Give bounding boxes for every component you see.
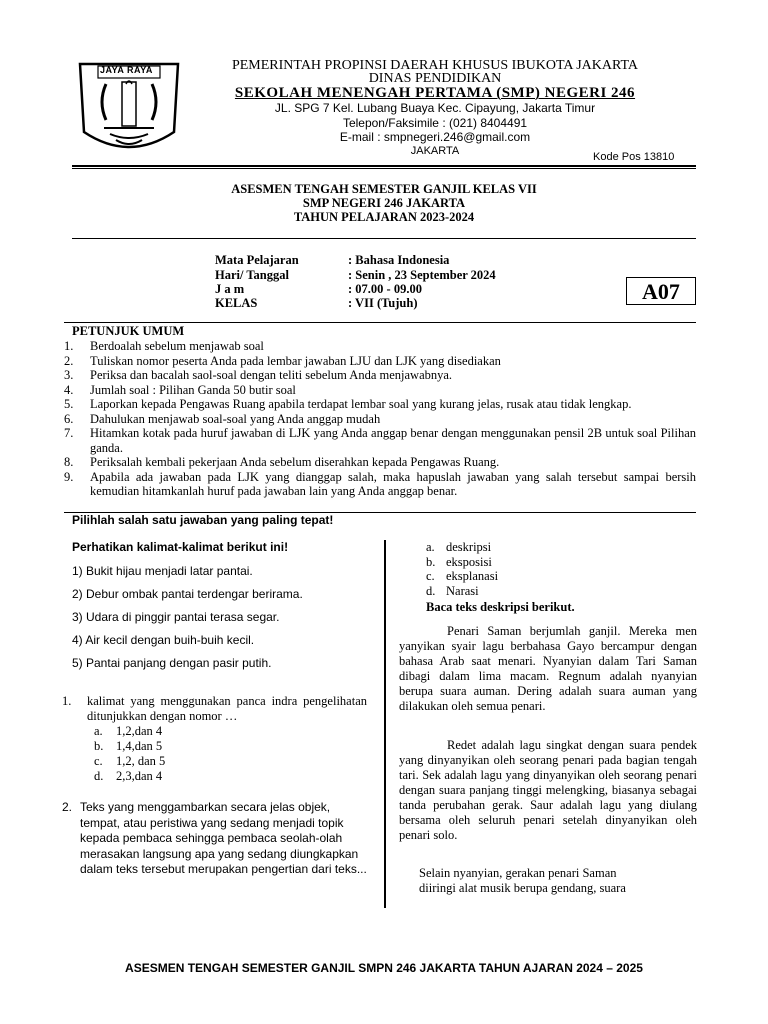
title-divider <box>72 238 696 239</box>
reading-paragraph-1: Penari Saman berjumlah ganjil. Mereka men yanyikan syair lagu berbahasa Gayo bercampur dengan bahasa Arab saat menari. Nyanyian dalam Tari Saman dibagi dalam lima macam. Regnum adalah nyanyian berupa suara auman. Dering adalah suara auman yang dilakukan oleh semua penari. <box>399 624 697 713</box>
sentence-item: 4) Air kecil dengan buih-buih kecil. <box>72 633 255 647</box>
option: b. eksposisi <box>426 555 492 569</box>
info-row <box>215 296 417 311</box>
info-value: : VII (Tujuh) <box>348 296 418 310</box>
petunjuk-item: 3. Periksa dan bacalah saol-soal dengan teliti sebelum Anda menjawabnya. <box>64 368 453 382</box>
sentence-item: 5) Pantai panjang dengan pasir putih. <box>72 656 272 670</box>
exam-code-box: A07 <box>626 277 696 305</box>
petunjuk-heading: PETUNJUK UMUM <box>72 324 185 338</box>
petunjuk-item: 4. Jumlah soal : Pilihan Ganda 50 butir soal <box>64 382 296 397</box>
exam-title-1: ASESMEN TENGAH SEMESTER GANJIL KELAS VII <box>231 182 537 196</box>
exam-title-2: SMP NEGERI 246 JAKARTA <box>302 196 466 210</box>
sentences-intro: Perhatikan kalimat-kalimat berikut ini! <box>72 540 289 554</box>
exam-title-3: TAHUN PELAJARAN 2023-2024 <box>293 210 475 224</box>
petunjuk-item: 8. Periksalah kembali pekerjaan Anda sebelum diserahkan kepada Pengawas Ruang. <box>64 455 500 469</box>
info-value: : Senin , 23 September 2024 <box>348 268 496 282</box>
petunjuk-item: 1. Berdoalah sebelum menjawab soal <box>64 339 264 353</box>
column-divider <box>384 540 386 908</box>
question-number: 2. <box>62 800 73 814</box>
info-divider <box>64 322 696 323</box>
sentence-item: 2) Debur ombak pantai terdengar berirama. <box>72 587 303 601</box>
info-label: Hari/ Tanggal <box>215 268 289 282</box>
instruction: Pilihlah salah satu jawaban yang paling tepat! <box>72 513 334 527</box>
logo-text: JAYA RAYA <box>100 65 153 75</box>
info-value: : 07.00 - 09.00 <box>348 282 422 296</box>
reading-heading: Baca teks deskripsi berikut. <box>426 600 575 614</box>
reading-line: diiringi alat musik berupa gendang, suara <box>419 881 626 895</box>
letterhead-line1: PEMERINTAH PROPINSI DAERAH KHUSUS IBUKOTA JAKARTA <box>231 58 639 73</box>
sentence-item: 1) Bukit hijau menjadi latar pantai. <box>72 564 253 578</box>
letterhead-rule <box>72 165 696 167</box>
petunjuk-item: 2. Tuliskan nomor peserta Anda pada lembar jawaban LJU dan LJK yang disediakan <box>64 353 501 368</box>
question-text: kalimat yang menggunakan panca indra pengelihatan ditunjukkan dengan nomor … <box>87 694 367 723</box>
option: d. 2,3,dan 4 <box>94 769 163 783</box>
reading-paragraph-3 <box>399 866 697 896</box>
question-text: Teks yang menggambarkan secara jelas objek, tempat, atau peristiwa yang sedang menjadi topik kepada pembaca sehingga pembaca seolah-olah merasakan langsung apa yang sedang diungkapkan dalam teks tersebut merupakan pengertian dari teks... <box>80 800 367 876</box>
info-label: KELAS <box>215 296 258 310</box>
letterhead-rule-thin <box>72 168 696 169</box>
reading-line: Selain nyanyian, gerakan penari Saman <box>419 866 617 880</box>
petunjuk-item: 6. Dahulukan menjawab soal-soal yang Anda anggap mudah <box>64 411 381 426</box>
school-email: E-mail : smpnegeri.246@gmail.com <box>339 130 531 144</box>
question-number: 1. <box>62 694 72 708</box>
question-1 <box>62 694 367 724</box>
option: a. 1,2,dan 4 <box>94 724 163 738</box>
school-name: SEKOLAH MENENGAH PERTAMA (SMP) NEGERI 246 <box>234 85 636 101</box>
school-address: JL. SPG 7 Kel. Lubang Buaya Kec. Cipayung, Jakarta Timur <box>274 101 596 115</box>
page-footer: ASESMEN TENGAH SEMESTER GANJIL SMPN 246 JAKARTA TAHUN AJARAN 2024 – 2025 <box>125 961 643 975</box>
petunjuk-item: 7. Hitamkan kotak pada huruf jawaban di LJK yang Anda anggap benar dengan menggunakan pensil 2B untuk soal Pilihan ganda. <box>64 426 696 455</box>
info-label: J a m <box>215 282 245 296</box>
info-row <box>215 253 449 268</box>
info-label: Mata Pelajaran <box>215 253 299 267</box>
info-row <box>215 282 422 297</box>
letterhead-line2: DINAS PENDIDIKAN <box>368 71 502 86</box>
question-2 <box>62 800 367 878</box>
reading-paragraph-2: Redet adalah lagu singkat dengan suara pendek yang dinyanyikan oleh seorang penari pada bagian tengah tari. Sek adalah lagu yang dinyanyikan oleh seorang penari dengan suara panjang tinggi melengking, biasanya sebagai tanda perubahan gerak. Saur adalah lagu yang diulang bersama oleh seluruh penari setelah dinyanyikan oleh penari solo. <box>399 738 697 842</box>
option: c. 1,2, dan 5 <box>94 754 166 768</box>
option: a. deskripsi <box>426 540 492 554</box>
postal-code: Kode Pos 13810 <box>593 151 675 163</box>
jaya-raya-logo <box>76 62 182 162</box>
petunjuk-item: 5. Laporkan kepada Pengawas Ruang apabila terdapat lembar soal yang kurang jelas, rusak atau tidak lengkap. <box>64 397 632 411</box>
sentence-item: 3) Udara di pinggir pantai terasa segar. <box>72 610 280 624</box>
petunjuk-item: 9. Apabila ada jawaban pada LJK yang dianggap salah, maka hapuslah jawaban yang salah tersebut sampai bersih kemudian hitamkanlah huruf pada jawaban lain yang Anda anggap benar. <box>64 469 696 498</box>
school-city: JAKARTA <box>410 145 460 157</box>
option: b. 1,4,dan 5 <box>94 739 163 753</box>
info-row <box>215 268 496 283</box>
school-phone: Telepon/Faksimile : (021) 8404491 <box>342 116 528 130</box>
info-value: : Bahasa Indonesia <box>348 253 450 267</box>
petunjuk-list <box>64 339 696 499</box>
option: c. eksplanasi <box>426 569 499 583</box>
option: d. Narasi <box>426 584 479 598</box>
